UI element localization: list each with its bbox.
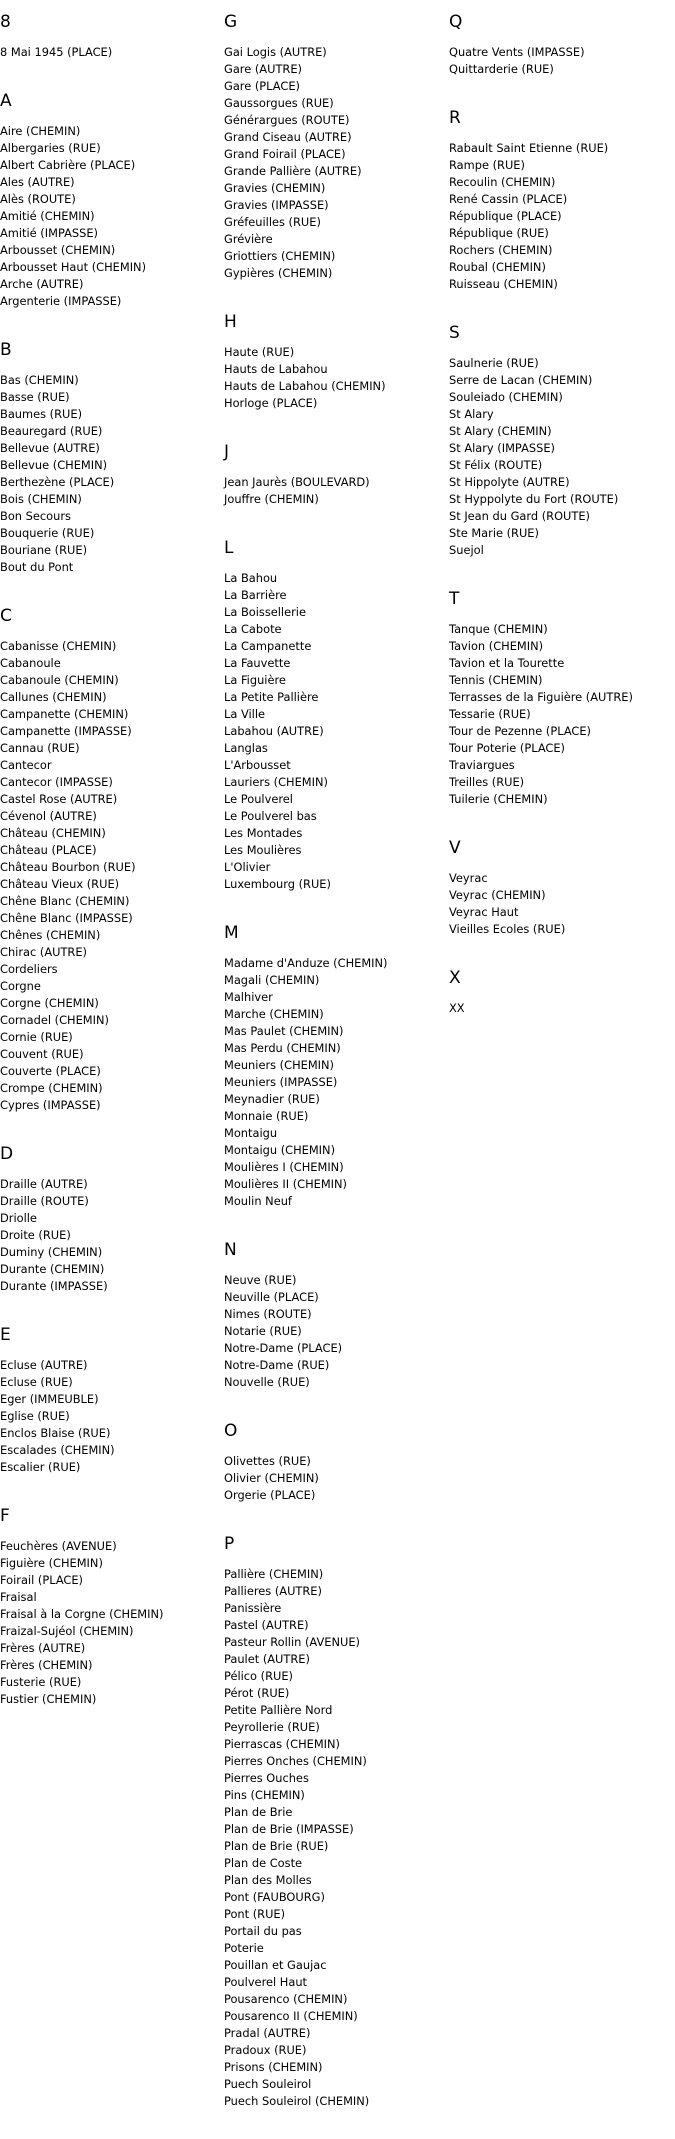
street-name: Chêne Blanc (CHEMIN) xyxy=(0,894,130,908)
section-letter-heading: J xyxy=(224,442,230,462)
street-name: Eglise (RUE) xyxy=(0,1409,70,1423)
section-letter-heading: S xyxy=(449,323,460,343)
street-name: Meynadier (RUE) xyxy=(224,1092,320,1106)
street-list xyxy=(449,44,671,78)
street-name: Gare (AUTRE) xyxy=(224,62,302,76)
section-letter-heading: N xyxy=(224,1240,237,1260)
street-name: Durante (IMPASSE) xyxy=(0,1279,108,1293)
street-name: Couverte (PLACE) xyxy=(0,1064,101,1078)
street-name: Olivier (CHEMIN) xyxy=(224,1471,319,1485)
street-name: Tavion (CHEMIN) xyxy=(449,639,544,653)
street-name: Grande Pallière (AUTRE) xyxy=(224,164,362,178)
street-name: Petite Pallière Nord xyxy=(224,1703,333,1717)
street-name: Moulin Neuf xyxy=(224,1194,292,1208)
street-name: Bellevue (CHEMIN) xyxy=(0,458,108,472)
street-name: Cornie (RUE) xyxy=(0,1030,73,1044)
section-letter-heading: T xyxy=(449,589,460,609)
street-name: Rochers (CHEMIN) xyxy=(449,243,553,257)
street-name: Souleiado (CHEMIN) xyxy=(449,390,563,404)
street-name: Tessarie (RUE) xyxy=(449,707,531,721)
street-name: Notarie (RUE) xyxy=(224,1324,302,1338)
section-letter-heading: A xyxy=(0,91,12,111)
street-list xyxy=(224,1453,446,1504)
street-name: Griottiers (CHEMIN) xyxy=(224,249,336,263)
street-name: Ruisseau (CHEMIN) xyxy=(449,277,558,291)
section-letter-heading: 8 xyxy=(0,12,11,32)
street-name: Rampe (RUE) xyxy=(449,158,525,172)
letter-section xyxy=(449,107,671,293)
street-name: L'Arbousset xyxy=(224,758,291,772)
street-name: Berthezène (PLACE) xyxy=(0,475,115,489)
street-name: Marche (CHEMIN) xyxy=(224,1007,324,1021)
street-name: Arbousset (CHEMIN) xyxy=(0,243,116,257)
street-name: Moulières II (CHEMIN) xyxy=(224,1177,347,1191)
street-name: St Alary xyxy=(449,407,494,421)
street-name: Pont (RUE) xyxy=(224,1907,286,1921)
street-name: Albert Cabrière (PLACE) xyxy=(0,158,136,172)
street-name: La Petite Pallière xyxy=(224,690,319,704)
section-letter-heading: R xyxy=(449,108,461,128)
street-list xyxy=(0,1357,222,1476)
street-name: René Cassin (PLACE) xyxy=(449,192,568,206)
street-name: Château (PLACE) xyxy=(0,843,97,857)
street-name: Suejol xyxy=(449,543,484,557)
letter-section xyxy=(224,1239,446,1391)
street-name: Frères (AUTRE) xyxy=(0,1641,86,1655)
street-name: Puech Souleirol xyxy=(224,2077,312,2091)
street-name: République (PLACE) xyxy=(449,209,562,223)
street-name: Callunes (CHEMIN) xyxy=(0,690,107,704)
street-name: Escalades (CHEMIN) xyxy=(0,1443,115,1457)
street-name: Fraisal à la Corgne (CHEMIN) xyxy=(0,1607,164,1621)
section-letter-heading: G xyxy=(224,12,238,32)
street-list xyxy=(0,638,222,1114)
street-name: Plan de Brie (RUE) xyxy=(224,1839,329,1853)
street-name: Argenterie (IMPASSE) xyxy=(0,294,122,308)
street-name: Amitié (CHEMIN) xyxy=(0,209,95,223)
letter-section xyxy=(449,322,671,559)
street-name: Crompe (CHEMIN) xyxy=(0,1081,103,1095)
letter-section xyxy=(0,1505,222,1708)
letter-section xyxy=(224,311,446,412)
section-letter-heading: C xyxy=(0,606,12,626)
street-name: Monnaie (RUE) xyxy=(224,1109,309,1123)
street-name: St Jean du Gard (ROUTE) xyxy=(449,509,590,523)
street-name: Grand Foirail (PLACE) xyxy=(224,147,346,161)
street-list xyxy=(0,372,222,576)
street-name: Chirac (AUTRE) xyxy=(0,945,87,959)
street-name: Paulet (AUTRE) xyxy=(224,1652,310,1666)
street-name: Pousarenco (CHEMIN) xyxy=(224,1992,348,2006)
letter-section xyxy=(0,1143,222,1295)
street-name: Gare (PLACE) xyxy=(224,79,300,93)
street-name: Pont (FAUBOURG) xyxy=(224,1890,325,1904)
street-name: Pradal (AUTRE) xyxy=(224,2026,311,2040)
street-name: Pastel (AUTRE) xyxy=(224,1618,309,1632)
street-name: Cabanoule (CHEMIN) xyxy=(0,673,119,687)
street-column-3 xyxy=(449,11,671,1046)
street-name: Cantecor xyxy=(0,758,52,772)
street-name: La Campanette xyxy=(224,639,312,653)
street-name: Foirail (PLACE) xyxy=(0,1573,83,1587)
street-name: Chênes (CHEMIN) xyxy=(0,928,101,942)
street-name: Cypres (IMPASSE) xyxy=(0,1098,101,1112)
street-name: Pousarenco II (CHEMIN) xyxy=(224,2009,358,2023)
street-name: Draille (AUTRE) xyxy=(0,1177,88,1191)
street-name: Grand Ciseau (AUTRE) xyxy=(224,130,352,144)
street-name: Draille (ROUTE) xyxy=(0,1194,89,1208)
street-name: Tennis (CHEMIN) xyxy=(449,673,543,687)
street-name: St Alary (IMPASSE) xyxy=(449,441,555,455)
street-name: Frères (CHEMIN) xyxy=(0,1658,93,1672)
street-name: Plan de Coste xyxy=(224,1856,303,1870)
street-name: Chêne Blanc (IMPASSE) xyxy=(0,911,133,925)
letter-section xyxy=(224,11,446,282)
street-name: St Félix (ROUTE) xyxy=(449,458,543,472)
street-name: Fustier (CHEMIN) xyxy=(0,1692,97,1706)
street-name: Pierres Onches (CHEMIN) xyxy=(224,1754,367,1768)
letter-section xyxy=(0,90,222,310)
street-name: Saulnerie (RUE) xyxy=(449,356,539,370)
street-name: Gai Logis (AUTRE) xyxy=(224,45,327,59)
street-name: Pallieres (AUTRE) xyxy=(224,1584,322,1598)
street-name: Plan de Brie (IMPASSE) xyxy=(224,1822,354,1836)
street-name: Notre-Dame (PLACE) xyxy=(224,1341,343,1355)
street-name: Castel Rose (AUTRE) xyxy=(0,792,118,806)
street-name: Pierres Ouches xyxy=(224,1771,309,1785)
street-name: Pérot (RUE) xyxy=(224,1686,290,1700)
street-name: Le Poulverel bas xyxy=(224,809,317,823)
street-name: Hauts de Labahou xyxy=(224,362,328,376)
street-name: Tanque (CHEMIN) xyxy=(449,622,548,636)
street-name: Cornadel (CHEMIN) xyxy=(0,1013,109,1027)
street-name: Les Montades xyxy=(224,826,303,840)
street-name: Bon Secours xyxy=(0,509,71,523)
street-name: Peyrollerie (RUE) xyxy=(224,1720,320,1734)
street-name: Cabanisse (CHEMIN) xyxy=(0,639,117,653)
street-name: Amitié (IMPASSE) xyxy=(0,226,98,240)
letter-section xyxy=(224,537,446,893)
section-letter-heading: H xyxy=(224,312,237,332)
street-name: Ecluse (RUE) xyxy=(0,1375,73,1389)
street-name: Mas Paulet (CHEMIN) xyxy=(224,1024,344,1038)
street-list xyxy=(224,474,446,508)
street-name: Feuchères (AVENUE) xyxy=(0,1539,117,1553)
section-letter-heading: D xyxy=(0,1144,14,1164)
letter-section xyxy=(0,11,222,61)
street-name: Figuière (CHEMIN) xyxy=(0,1556,103,1570)
street-name: Plan des Molles xyxy=(224,1873,312,1887)
street-name: Château Bourbon (RUE) xyxy=(0,860,136,874)
street-name: La Boissellerie xyxy=(224,605,306,619)
street-name: Olivettes (RUE) xyxy=(224,1454,311,1468)
street-name: Prisons (CHEMIN) xyxy=(224,2060,323,2074)
street-name: Montaigu xyxy=(224,1126,278,1140)
street-name: Duminy (CHEMIN) xyxy=(0,1245,103,1259)
street-list xyxy=(224,570,446,893)
street-name: Neuville (PLACE) xyxy=(224,1290,319,1304)
street-name: Treilles (RUE) xyxy=(449,775,525,789)
section-letter-heading: L xyxy=(224,538,234,558)
street-name: Baumes (RUE) xyxy=(0,407,83,421)
street-list xyxy=(449,1000,671,1017)
street-name: Haute (RUE) xyxy=(224,345,295,359)
street-name: Bouriane (RUE) xyxy=(0,543,88,557)
street-name: Les Moulières xyxy=(224,843,302,857)
street-name: Bouquerie (RUE) xyxy=(0,526,95,540)
street-name: Couvent (RUE) xyxy=(0,1047,84,1061)
street-name: Enclos Blaise (RUE) xyxy=(0,1426,111,1440)
street-list xyxy=(449,870,671,938)
section-letter-heading: B xyxy=(0,340,12,360)
section-letter-heading: X xyxy=(449,968,461,988)
street-name: Durante (CHEMIN) xyxy=(0,1262,105,1276)
street-name: Pierrascas (CHEMIN) xyxy=(224,1737,340,1751)
street-name: St Alary (CHEMIN) xyxy=(449,424,552,438)
street-name: Gravies (CHEMIN) xyxy=(224,181,326,195)
street-column-1 xyxy=(0,11,222,1737)
street-name: Veyrac Haut xyxy=(449,905,519,919)
street-name: St Hyppolyte du Fort (ROUTE) xyxy=(449,492,619,506)
street-name: Albergaries (RUE) xyxy=(0,141,101,155)
street-name: Jean Jaurès (BOULEVARD) xyxy=(224,475,370,489)
street-name: Grévière xyxy=(224,232,273,246)
street-name: Bout du Pont xyxy=(0,560,74,574)
street-name: Plan de Brie xyxy=(224,1805,293,1819)
street-name: Tour de Pezenne (PLACE) xyxy=(449,724,592,738)
street-name: Pallière (CHEMIN) xyxy=(224,1567,324,1581)
street-name: La Fauvette xyxy=(224,656,291,670)
street-name: Hauts de Labahou (CHEMIN) xyxy=(224,379,386,393)
street-name: Ste Marie (RUE) xyxy=(449,526,539,540)
street-name: Quittarderie (RUE) xyxy=(449,62,554,76)
street-name: Portail du pas xyxy=(224,1924,302,1938)
letter-section xyxy=(0,339,222,576)
street-name: 8 Mai 1945 (PLACE) xyxy=(0,45,113,59)
street-name: Fraizal-Sujéol (CHEMIN) xyxy=(0,1624,134,1638)
street-name: Ecluse (AUTRE) xyxy=(0,1358,88,1372)
street-name: République (RUE) xyxy=(449,226,549,240)
street-name: Bas (CHEMIN) xyxy=(0,373,79,387)
street-name: Générargues (ROUTE) xyxy=(224,113,350,127)
street-name: Driolle xyxy=(0,1211,37,1225)
street-name: Château Vieux (RUE) xyxy=(0,877,120,891)
street-name: Tuilerie (CHEMIN) xyxy=(449,792,548,806)
street-name: Cévenol (AUTRE) xyxy=(0,809,97,823)
street-name: Cantecor (IMPASSE) xyxy=(0,775,113,789)
letter-section xyxy=(449,588,671,808)
street-name: Orgerie (PLACE) xyxy=(224,1488,316,1502)
street-name: Cabanoule xyxy=(0,656,61,670)
street-name: Escalier (RUE) xyxy=(0,1460,81,1474)
street-name: Madame d'Anduze (CHEMIN) xyxy=(224,956,388,970)
street-name: Meuniers (IMPASSE) xyxy=(224,1075,338,1089)
letter-section xyxy=(0,605,222,1114)
street-name: Le Poulverel xyxy=(224,792,293,806)
street-name: Pins (CHEMIN) xyxy=(224,1788,305,1802)
street-name: Neuve (RUE) xyxy=(224,1273,297,1287)
section-letter-heading: E xyxy=(0,1325,11,1345)
street-name: Nimes (ROUTE) xyxy=(224,1307,312,1321)
street-name: Gravies (IMPASSE) xyxy=(224,198,329,212)
street-name: Labahou (AUTRE) xyxy=(224,724,324,738)
street-name: Tavion et la Tourette xyxy=(449,656,565,670)
letter-section xyxy=(224,1420,446,1504)
street-name: Veyrac (CHEMIN) xyxy=(449,888,546,902)
letter-section xyxy=(449,837,671,938)
letter-section xyxy=(224,1533,446,2110)
street-list xyxy=(224,344,446,412)
street-name: Luxembourg (RUE) xyxy=(224,877,331,891)
street-name: Lauriers (CHEMIN) xyxy=(224,775,328,789)
street-name: Roubal (CHEMIN) xyxy=(449,260,546,274)
street-list xyxy=(0,123,222,310)
letter-section xyxy=(224,441,446,508)
street-list xyxy=(0,44,222,61)
street-name: Ales (AUTRE) xyxy=(0,175,75,189)
street-name: Vieilles Ecoles (RUE) xyxy=(449,922,566,936)
street-name: La Cabote xyxy=(224,622,282,636)
street-name: Fraisal xyxy=(0,1590,37,1604)
letter-section xyxy=(449,11,671,78)
street-name: Droite (RUE) xyxy=(0,1228,71,1242)
street-name: Traviargues xyxy=(449,758,515,772)
street-name: Malhiver xyxy=(224,990,273,1004)
street-name: Puech Souleirol (CHEMIN) xyxy=(224,2094,370,2108)
street-name: Magali (CHEMIN) xyxy=(224,973,320,987)
street-name: Gaussorgues (RUE) xyxy=(224,96,334,110)
street-name: Campanette (IMPASSE) xyxy=(0,724,132,738)
section-letter-heading: Q xyxy=(449,12,463,32)
street-list xyxy=(449,355,671,559)
street-list xyxy=(224,1272,446,1391)
street-name: Serre de Lacan (CHEMIN) xyxy=(449,373,593,387)
street-name: Fusterie (RUE) xyxy=(0,1675,82,1689)
street-name: Corgne (CHEMIN) xyxy=(0,996,99,1010)
street-name: Campanette (CHEMIN) xyxy=(0,707,129,721)
street-name: Bois (CHEMIN) xyxy=(0,492,82,506)
street-name: Eger (IMMEUBLE) xyxy=(0,1392,99,1406)
street-name: Meuniers (CHEMIN) xyxy=(224,1058,334,1072)
street-list xyxy=(0,1176,222,1295)
street-list xyxy=(449,140,671,293)
letter-section xyxy=(0,1324,222,1476)
street-name: Pouillan et Gaujac xyxy=(224,1958,327,1972)
street-name: Arche (AUTRE) xyxy=(0,277,84,291)
street-name: Cannau (RUE) xyxy=(0,741,80,755)
street-list xyxy=(224,955,446,1210)
street-name: Horloge (PLACE) xyxy=(224,396,318,410)
street-name: Mas Perdu (CHEMIN) xyxy=(224,1041,341,1055)
street-name: Château (CHEMIN) xyxy=(0,826,106,840)
street-name: XX xyxy=(449,1001,465,1015)
street-column-2 xyxy=(224,11,446,2139)
street-name: Recoulin (CHEMIN) xyxy=(449,175,556,189)
street-name: Nouvelle (RUE) xyxy=(224,1375,310,1389)
street-list xyxy=(449,621,671,808)
street-name: Pradoux (RUE) xyxy=(224,2043,307,2057)
street-name: Panissière xyxy=(224,1601,282,1615)
street-name: Tour Poterie (PLACE) xyxy=(449,741,566,755)
street-name: Pélico (RUE) xyxy=(224,1669,293,1683)
street-name: La Figuière xyxy=(224,673,286,687)
street-name: La Barrière xyxy=(224,588,287,602)
street-name: Veyrac xyxy=(449,871,488,885)
section-letter-heading: M xyxy=(224,923,239,943)
street-name: Pasteur Rollin (AVENUE) xyxy=(224,1635,360,1649)
street-name: Arbousset Haut (CHEMIN) xyxy=(0,260,147,274)
section-letter-heading: V xyxy=(449,838,461,858)
section-letter-heading: P xyxy=(224,1534,235,1554)
street-name: La Ville xyxy=(224,707,265,721)
section-letter-heading: O xyxy=(224,1421,238,1441)
street-name: Corgne xyxy=(0,979,41,993)
letter-section xyxy=(449,967,671,1017)
street-name: Gréfeuilles (RUE) xyxy=(224,215,321,229)
street-name: Cordeliers xyxy=(0,962,58,976)
street-name: Aire (CHEMIN) xyxy=(0,124,81,138)
street-name: Quatre Vents (IMPASSE) xyxy=(449,45,585,59)
street-name: Terrasses de la Figuière (AUTRE) xyxy=(449,690,633,704)
street-name: Poterie xyxy=(224,1941,264,1955)
street-name: Langlas xyxy=(224,741,268,755)
street-name: Basse (RUE) xyxy=(0,390,70,404)
street-name: Notre-Dame (RUE) xyxy=(224,1358,330,1372)
street-name: Alès (ROUTE) xyxy=(0,192,76,206)
street-list xyxy=(224,1566,446,2110)
street-name: Jouffre (CHEMIN) xyxy=(224,492,319,506)
street-name: Montaigu (CHEMIN) xyxy=(224,1143,336,1157)
street-name: St Hippolyte (AUTRE) xyxy=(449,475,570,489)
street-name: Rabault Saint Etienne (RUE) xyxy=(449,141,609,155)
street-name: Gypières (CHEMIN) xyxy=(224,266,333,280)
street-name: Bellevue (AUTRE) xyxy=(0,441,100,455)
street-name: L'Olivier xyxy=(224,860,271,874)
street-name: Beauregard (RUE) xyxy=(0,424,103,438)
street-list xyxy=(0,1538,222,1708)
letter-section xyxy=(224,922,446,1210)
street-name: La Bahou xyxy=(224,571,278,585)
street-list xyxy=(224,44,446,282)
street-name: Moulières I (CHEMIN) xyxy=(224,1160,344,1174)
section-letter-heading: F xyxy=(0,1506,10,1526)
street-name: Poulverel Haut xyxy=(224,1975,308,1989)
